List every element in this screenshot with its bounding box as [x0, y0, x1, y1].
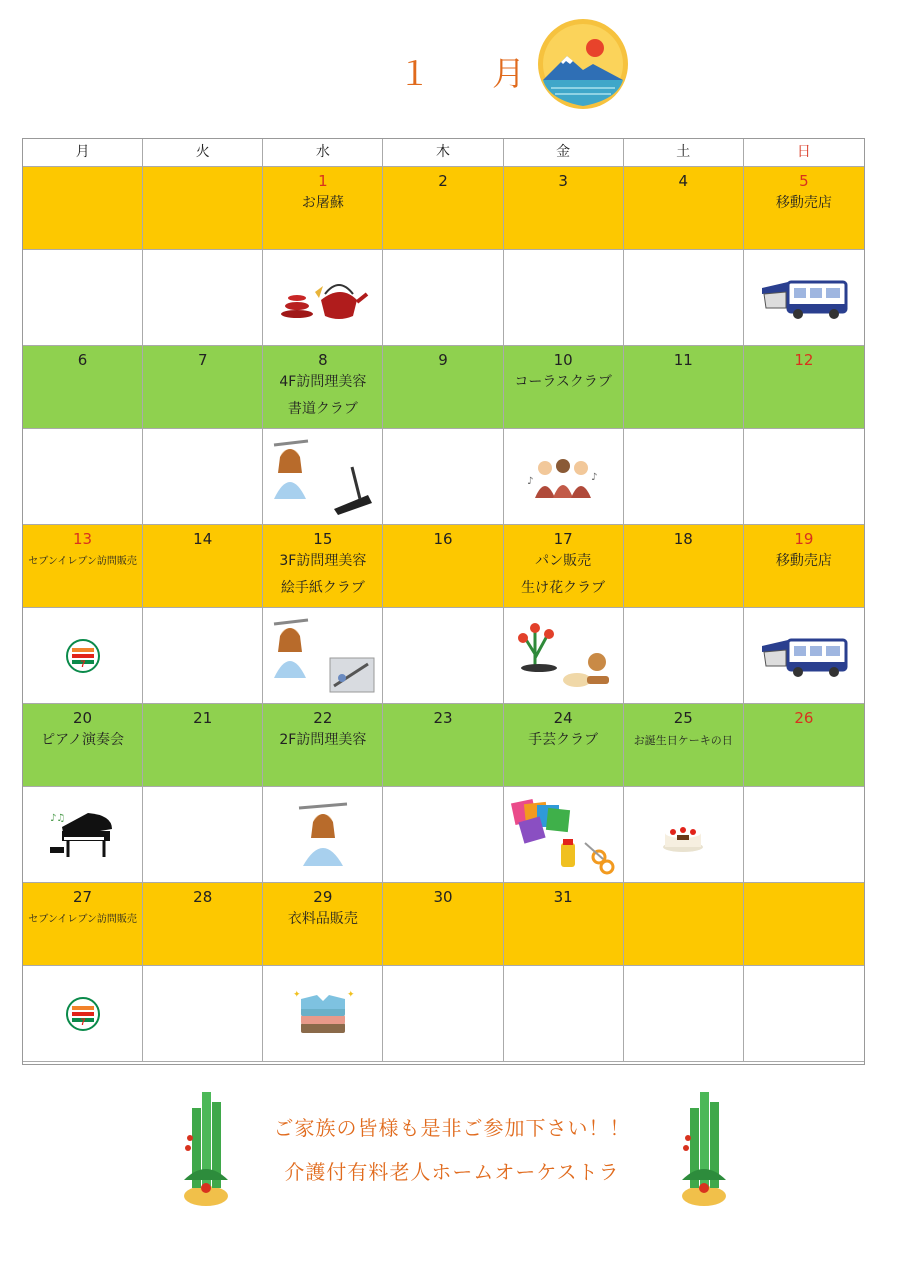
- day-cell: [624, 525, 744, 608]
- picture-cell: [504, 787, 624, 883]
- event-label: 3F訪問理美容: [279, 553, 367, 569]
- day-cell: [504, 704, 624, 787]
- day-cell: [143, 883, 263, 966]
- day-number: 24: [553, 709, 573, 727]
- day-cell: [263, 167, 383, 250]
- weekday-header: 水: [263, 139, 383, 167]
- event-label: 生け花クラブ: [521, 580, 606, 596]
- day-number: 4: [678, 172, 689, 190]
- svg-text:✦: ✦: [292, 989, 301, 1000]
- picture-cell: [23, 787, 143, 883]
- day-cell: [744, 704, 864, 787]
- day-number: 9: [438, 351, 448, 369]
- event-label: セブンイレブン訪問販売: [28, 556, 137, 567]
- weekday-header: 火: [143, 139, 263, 167]
- day-number: 2: [438, 172, 448, 190]
- weekday-header: 土: [624, 139, 744, 167]
- event-label: ピアノ演奏会: [41, 732, 125, 748]
- day-number: 13: [73, 530, 93, 548]
- picture-cell: [143, 787, 263, 883]
- picture-cell: [263, 429, 383, 525]
- craft-icon: [504, 787, 623, 882]
- picture-cell: [504, 250, 624, 346]
- picture-cell: [143, 429, 263, 525]
- event-label: 手芸クラブ: [528, 732, 599, 748]
- picture-cell: [23, 966, 143, 1062]
- teapot-icon: [263, 250, 382, 345]
- day-cell: [504, 525, 624, 608]
- day-number: 6: [77, 351, 88, 369]
- day-cell: [143, 346, 263, 429]
- day-number: 26: [794, 709, 814, 727]
- weekday-header: 日: [744, 139, 864, 167]
- event-label: コーラスクラブ: [514, 374, 612, 390]
- day-cell: [263, 704, 383, 787]
- day-cell: [263, 346, 383, 429]
- day-cell: [624, 167, 744, 250]
- picture-cell: [23, 429, 143, 525]
- haircut-icon: [263, 787, 382, 882]
- day-cell: [624, 346, 744, 429]
- weekday-header: 月: [23, 139, 143, 167]
- day-number: 1: [318, 172, 328, 190]
- day-cell: [744, 346, 864, 429]
- day-cell: [383, 883, 503, 966]
- day-number: 28: [193, 888, 213, 906]
- day-number: 14: [193, 530, 213, 548]
- day-number: 11: [673, 351, 693, 369]
- day-cell: [23, 525, 143, 608]
- picture-cell: [383, 608, 503, 704]
- event-label: 4F訪問理美容: [279, 374, 367, 390]
- day-cell: [23, 167, 143, 250]
- day-number: 18: [673, 530, 693, 548]
- weekday-header: 金: [504, 139, 624, 167]
- day-number: 8: [318, 351, 328, 369]
- day-number: 29: [313, 888, 333, 906]
- picture-cell: [504, 429, 624, 525]
- flower-bread-icon: [504, 608, 623, 703]
- day-cell: [23, 704, 143, 787]
- day-number: 23: [433, 709, 453, 727]
- clothes-icon: [263, 966, 382, 1061]
- event-label: 書道クラブ: [287, 401, 358, 417]
- calendar-grid: [22, 138, 865, 1065]
- picture-cell: [624, 608, 744, 704]
- picture-cell: [263, 787, 383, 883]
- svg-text:♪♫: ♪♫: [49, 812, 65, 824]
- day-cell: [744, 525, 864, 608]
- picture-cell: [624, 429, 744, 525]
- day-cell: [504, 167, 624, 250]
- picture-cell: [263, 608, 383, 704]
- day-number: 31: [553, 888, 573, 906]
- picture-cell: [383, 429, 503, 525]
- page-title: １ 月: [398, 54, 539, 93]
- picture-cell: [744, 429, 864, 525]
- piano-icon: [23, 787, 142, 882]
- kadomatsu-icon: [678, 1088, 730, 1210]
- mount-fuji-sunrise-icon: [537, 18, 629, 110]
- picture-cell: [624, 966, 744, 1062]
- day-number: 17: [553, 530, 573, 548]
- day-number: 10: [553, 351, 573, 369]
- day-number: 7: [197, 351, 208, 369]
- cake-icon: [624, 787, 743, 882]
- day-number: 25: [673, 709, 693, 727]
- event-label: 2F訪問理美容: [279, 732, 367, 748]
- day-number: 3: [558, 172, 568, 190]
- picture-cell: [383, 250, 503, 346]
- day-cell: [263, 883, 383, 966]
- footer-facility-name: 介護付有料老人ホームオーケストラ: [284, 1160, 620, 1184]
- day-cell: [263, 525, 383, 608]
- day-cell: [744, 167, 864, 250]
- day-cell: [23, 346, 143, 429]
- day-number: 21: [193, 709, 213, 727]
- day-number: 12: [794, 351, 814, 369]
- picture-cell: [744, 608, 864, 704]
- kadomatsu-icon: [180, 1088, 232, 1210]
- day-number: 15: [313, 530, 333, 548]
- svg-text:♪: ♪: [527, 475, 534, 487]
- truck-icon: [744, 250, 864, 345]
- footer-invitation: ご家族の皆様も是非ご参加下さい！！: [273, 1116, 631, 1140]
- day-cell: [504, 883, 624, 966]
- picture-cell: [263, 966, 383, 1062]
- svg-text:♪: ♪: [591, 471, 598, 483]
- event-label: セブンイレブン訪問販売: [28, 914, 137, 925]
- picture-cell: [263, 250, 383, 346]
- svg-text:7: 7: [80, 1016, 86, 1027]
- event-label: 衣料品販売: [287, 911, 358, 927]
- picture-cell: [383, 966, 503, 1062]
- event-label: 移動売店: [775, 553, 832, 569]
- day-number: 5: [799, 172, 809, 190]
- weekday-header: 木: [383, 139, 503, 167]
- day-cell: [383, 525, 503, 608]
- haircut-paint-icon: [263, 608, 382, 703]
- picture-cell: [143, 966, 263, 1062]
- picture-cell: [744, 250, 864, 346]
- svg-text:✦: ✦: [346, 989, 355, 1000]
- day-cell: [143, 167, 263, 250]
- day-cell: [143, 704, 263, 787]
- picture-cell: [744, 966, 864, 1062]
- haircut-calligraphy-icon: [263, 429, 382, 524]
- event-label: 絵手紙クラブ: [280, 580, 365, 596]
- day-cell: [383, 346, 503, 429]
- day-cell: [504, 346, 624, 429]
- event-label: 移動売店: [775, 195, 832, 211]
- seven-eleven-icon: [23, 966, 142, 1061]
- day-cell: [23, 883, 143, 966]
- day-number: 16: [433, 530, 453, 548]
- truck-icon: [744, 608, 864, 703]
- seven-eleven-icon: [23, 608, 142, 703]
- event-label: お誕生日ケーキの日: [633, 734, 733, 747]
- choir-icon: [504, 429, 623, 524]
- day-number: 19: [794, 530, 814, 548]
- picture-cell: [504, 966, 624, 1062]
- day-number: 20: [73, 709, 93, 727]
- picture-cell: [383, 787, 503, 883]
- picture-cell: [143, 250, 263, 346]
- day-number: 30: [433, 888, 453, 906]
- picture-cell: [504, 608, 624, 704]
- picture-cell: [624, 787, 744, 883]
- day-cell: [383, 704, 503, 787]
- event-label: お屠蘇: [301, 195, 344, 211]
- day-cell: [624, 883, 744, 966]
- event-label: パン販売: [535, 553, 592, 569]
- picture-cell: [624, 250, 744, 346]
- day-number: 27: [73, 888, 93, 906]
- picture-cell: [23, 250, 143, 346]
- svg-text:7: 7: [80, 658, 86, 669]
- day-cell: [624, 704, 744, 787]
- picture-cell: [744, 787, 864, 883]
- day-cell: [744, 883, 864, 966]
- day-number: 22: [313, 709, 333, 727]
- picture-cell: [143, 608, 263, 704]
- day-cell: [383, 167, 503, 250]
- picture-cell: [23, 608, 143, 704]
- day-cell: [143, 525, 263, 608]
